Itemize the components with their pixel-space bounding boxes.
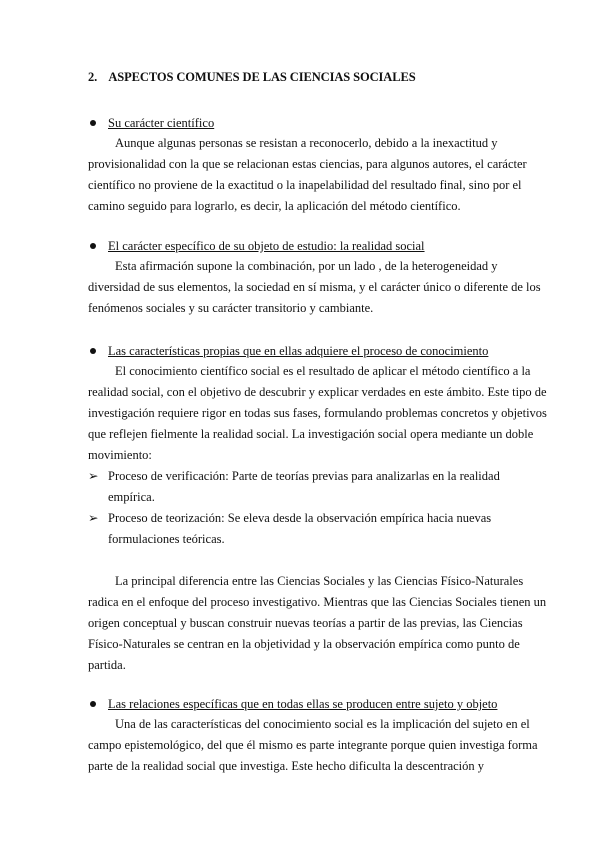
bullet-heading — [88, 236, 520, 256]
text-line: Aunque algunas personas se resistan a reconocerlo, debido a la inexactitud y — [115, 136, 498, 150]
text-line: provisionalidad con la que se relacionan estas ciencias, para algunos autores, el carácter — [88, 157, 527, 171]
bullet-heading — [88, 694, 520, 714]
text-line: Una de las características del conocimiento social es la implicación del sujeto en el — [115, 717, 530, 731]
bullet-heading-text: El carácter específico de su objeto de estudio: la realidad social — [108, 239, 425, 253]
bullet-dot-icon — [90, 243, 96, 249]
text-line: científico no proviene de la exactitud o la inapelabilidad del resultado final, sino por el — [88, 178, 522, 192]
text-line: que reflejen fielmente la realidad social. La investigación social opera mediante un doble — [88, 427, 534, 441]
bullet-dot-icon — [90, 120, 96, 126]
section-proceso-conocimiento — [88, 341, 547, 676]
text-line: Proceso de verificación: Parte de teorías previas para analizarlas en la realidad — [108, 469, 500, 483]
section-heading — [88, 70, 416, 85]
section-objeto-estudio — [88, 236, 541, 319]
arrow-list-item — [88, 508, 520, 550]
paragraph — [88, 133, 527, 217]
text-line: El conocimiento científico social es el resultado de aplicar el método científico a la — [115, 364, 531, 378]
paragraph — [88, 571, 547, 676]
arrow-list-item — [88, 466, 520, 508]
bullet-heading-text: Las características propias que en ellas adquiere el proceso de conocimiento — [108, 344, 489, 358]
text-line: Esta afirmación supone la combinación, por un lado , de la heterogeneidad y — [115, 259, 498, 273]
arrow-bullet-icon: ➢ — [88, 511, 99, 525]
text-line: radica en el enfoque del proceso investigativo. Mientras que las Ciencias Sociales tienen un — [88, 595, 547, 609]
text-line: fenómenos sociales y su carácter transitorio y cambiante. — [88, 301, 374, 315]
heading-number: 2. — [88, 70, 98, 84]
bullet-heading — [88, 113, 520, 133]
paragraph — [88, 256, 541, 319]
text-line: realidad social, con el objetivo de descubrir y explicar verdades en este ámbito. Este tipo de — [88, 385, 547, 399]
text-line: movimiento: — [88, 448, 152, 462]
text-line: formulaciones teóricas. — [108, 532, 225, 546]
heading-title: ASPECTOS COMUNES DE LAS CIENCIAS SOCIALES — [108, 70, 416, 84]
text-line: empírica. — [108, 490, 155, 504]
bullet-dot-icon — [90, 348, 96, 354]
text-line: La principal diferencia entre las Ciencias Sociales y las Ciencias Físico-Naturales — [115, 574, 524, 588]
text-line: Físico-Naturales se centran en la objetividad y la observación empírica como punto de — [88, 637, 520, 651]
text-line: Proceso de teorización: Se eleva desde la observación empírica hacia nuevas — [108, 511, 492, 525]
bullet-dot-icon — [90, 701, 96, 707]
bullet-heading — [88, 341, 520, 361]
text-line: origen conceptual y buscan construir nuevas teorías a partir de las previas, las Ciencias — [88, 616, 523, 630]
bullet-heading-text: Su carácter científico — [108, 116, 215, 130]
text-line: parte de la realidad social que investiga. Este hecho dificulta la descentración y — [88, 759, 485, 773]
text-line: partida. — [88, 658, 126, 672]
paragraph — [88, 361, 547, 466]
bullet-heading-text: Las relaciones específicas que en todas ellas se producen entre sujeto y objeto — [108, 697, 498, 711]
text-line: camino seguido para lograrlo, es decir, la aplicación del método científico. — [88, 199, 461, 213]
arrow-bullet-icon: ➢ — [88, 469, 99, 483]
text-line: diversidad de sus elementos, la sociedad en sí misma, y el carácter único o diferente de los — [88, 280, 541, 294]
section-caracter-cientifico — [88, 113, 527, 217]
paragraph — [88, 714, 538, 777]
text-line: campo epistemológico, del que él mismo es parte integrante porque quien investiga forma — [88, 738, 538, 752]
section-sujeto-objeto — [88, 694, 538, 777]
text-line: investigación requiere rigor en todas sus fases, formulando problemas concretos y objetivos — [88, 406, 547, 420]
